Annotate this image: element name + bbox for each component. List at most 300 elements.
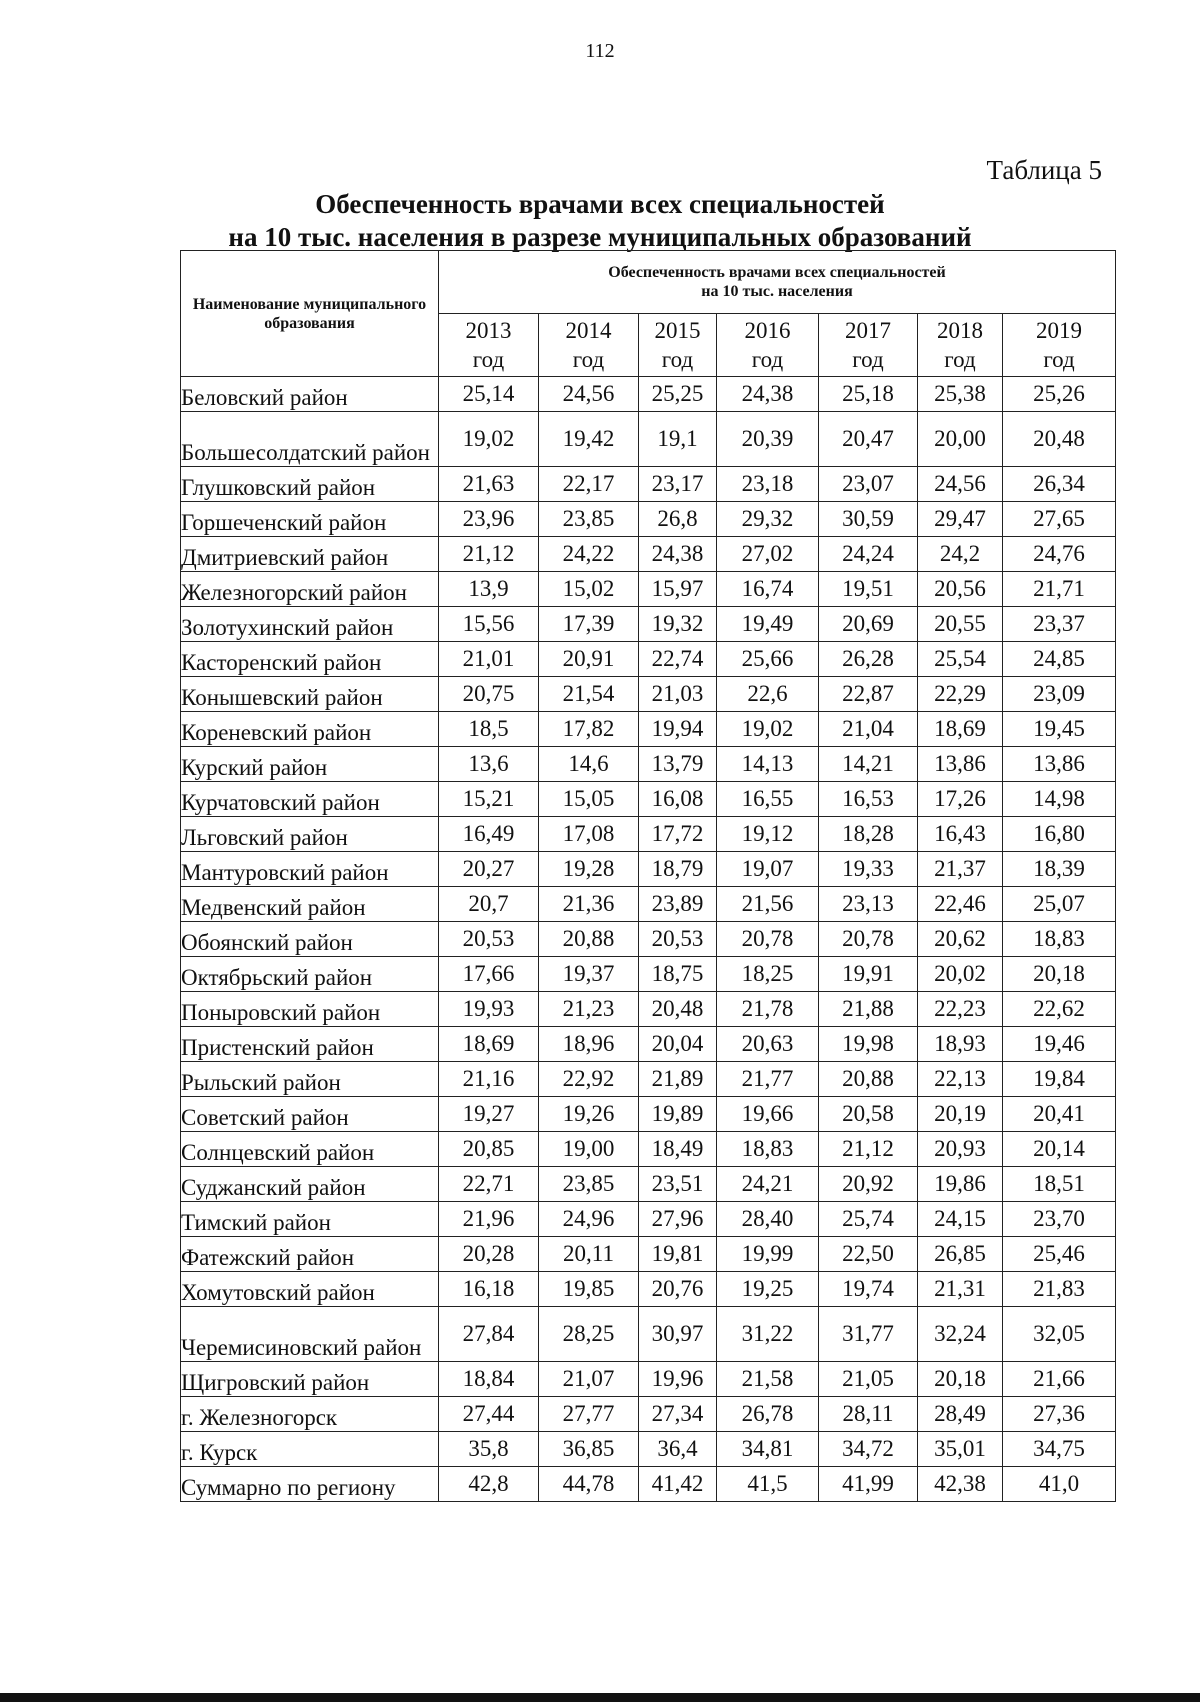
table-title — [0, 188, 1200, 254]
value-cell-2014: 21,23 — [539, 992, 639, 1027]
header-year-2015 — [639, 314, 717, 377]
value-cell-2014: 17,08 — [539, 817, 639, 852]
value-cell-2013: 20,85 — [439, 1132, 539, 1167]
value-cell-2017: 31,77 — [819, 1307, 918, 1362]
value-cell-2013: 15,56 — [439, 607, 539, 642]
value-cell-2017: 21,04 — [819, 712, 918, 747]
municipality-name: Обоянский район — [181, 922, 439, 957]
value-cell-2016: 16,74 — [717, 572, 819, 607]
value-cell-2017: 19,51 — [819, 572, 918, 607]
municipality-name: Щигровский район — [181, 1362, 439, 1397]
value-cell-2019: 41,0 — [1003, 1467, 1116, 1502]
value-cell-2018: 25,54 — [918, 642, 1003, 677]
value-cell-2018: 20,93 — [918, 1132, 1003, 1167]
value-cell-2017: 20,69 — [819, 607, 918, 642]
table-row — [181, 537, 1116, 572]
value-cell-2013: 19,93 — [439, 992, 539, 1027]
table-row — [181, 922, 1116, 957]
value-cell-2019: 32,05 — [1003, 1307, 1116, 1362]
municipality-name: г. Железногорск — [181, 1397, 439, 1432]
table-body — [181, 377, 1116, 1502]
value-cell-2018: 20,00 — [918, 412, 1003, 467]
value-cell-2014: 21,54 — [539, 677, 639, 712]
table-row — [181, 712, 1116, 747]
value-cell-2015: 21,89 — [639, 1062, 717, 1097]
municipality-name: Поныровский район — [181, 992, 439, 1027]
year-suffix: год — [572, 347, 605, 372]
table-row — [181, 412, 1116, 467]
table-row — [181, 1362, 1116, 1397]
value-cell-2017: 22,50 — [819, 1237, 918, 1272]
municipality-name: Курский район — [181, 747, 439, 782]
value-cell-2015: 26,8 — [639, 502, 717, 537]
value-cell-2019: 19,45 — [1003, 712, 1116, 747]
value-cell-2016: 20,39 — [717, 412, 819, 467]
value-cell-2014: 19,00 — [539, 1132, 639, 1167]
value-cell-2017: 16,53 — [819, 782, 918, 817]
value-cell-2015: 18,75 — [639, 957, 717, 992]
value-cell-2014: 17,39 — [539, 607, 639, 642]
municipality-name: Горшеченский район — [181, 502, 439, 537]
value-cell-2014: 28,25 — [539, 1307, 639, 1362]
scan-border-line — [0, 1693, 1200, 1702]
municipality-name: Дмитриевский район — [181, 537, 439, 572]
municipality-name: Беловский район — [181, 377, 439, 412]
municipality-name: Пристенский район — [181, 1027, 439, 1062]
value-cell-2019: 23,37 — [1003, 607, 1116, 642]
value-cell-2019: 20,18 — [1003, 957, 1116, 992]
table-row — [181, 572, 1116, 607]
value-cell-2016: 24,38 — [717, 377, 819, 412]
municipality-name: Рыльский район — [181, 1062, 439, 1097]
value-cell-2013: 23,96 — [439, 502, 539, 537]
municipality-name: Золотухинский район — [181, 607, 439, 642]
value-cell-2014: 19,28 — [539, 852, 639, 887]
value-cell-2018: 29,47 — [918, 502, 1003, 537]
municipality-name: Фатежский район — [181, 1237, 439, 1272]
table-row — [181, 1272, 1116, 1307]
value-cell-2017: 19,91 — [819, 957, 918, 992]
value-cell-2019: 20,41 — [1003, 1097, 1116, 1132]
year-value: 2018 — [937, 318, 983, 343]
table-row — [181, 782, 1116, 817]
value-cell-2013: 19,02 — [439, 412, 539, 467]
value-cell-2015: 22,74 — [639, 642, 717, 677]
value-cell-2013: 20,75 — [439, 677, 539, 712]
value-cell-2014: 24,56 — [539, 377, 639, 412]
table-row — [181, 992, 1116, 1027]
value-cell-2015: 19,96 — [639, 1362, 717, 1397]
value-cell-2015: 18,79 — [639, 852, 717, 887]
value-cell-2019: 19,84 — [1003, 1062, 1116, 1097]
value-cell-2013: 20,28 — [439, 1237, 539, 1272]
value-cell-2017: 18,28 — [819, 817, 918, 852]
value-cell-2017: 22,87 — [819, 677, 918, 712]
value-cell-2015: 17,72 — [639, 817, 717, 852]
value-cell-2018: 22,13 — [918, 1062, 1003, 1097]
value-cell-2019: 22,62 — [1003, 992, 1116, 1027]
value-cell-2019: 20,14 — [1003, 1132, 1116, 1167]
table-row — [181, 642, 1116, 677]
municipality-name: Солнцевский район — [181, 1132, 439, 1167]
value-cell-2016: 21,58 — [717, 1362, 819, 1397]
value-cell-2017: 23,13 — [819, 887, 918, 922]
table-row — [181, 747, 1116, 782]
header-name-column: Наименование муниципального образования — [181, 251, 439, 377]
value-cell-2016: 21,56 — [717, 887, 819, 922]
year-suffix: год — [944, 347, 976, 372]
value-cell-2017: 41,99 — [819, 1467, 918, 1502]
municipality-name: Касторенский район — [181, 642, 439, 677]
value-cell-2017: 19,98 — [819, 1027, 918, 1062]
value-cell-2013: 25,14 — [439, 377, 539, 412]
value-cell-2014: 20,88 — [539, 922, 639, 957]
value-cell-2015: 19,32 — [639, 607, 717, 642]
value-cell-2018: 20,56 — [918, 572, 1003, 607]
value-cell-2015: 13,79 — [639, 747, 717, 782]
municipality-name: Черемисиновский район — [181, 1307, 439, 1362]
value-cell-2014: 23,85 — [539, 1167, 639, 1202]
value-cell-2013: 21,12 — [439, 537, 539, 572]
value-cell-2014: 36,85 — [539, 1432, 639, 1467]
year-suffix: год — [472, 347, 505, 372]
table-label: Таблица 5 — [986, 155, 1102, 185]
value-cell-2015: 41,42 — [639, 1467, 717, 1502]
value-cell-2017: 20,88 — [819, 1062, 918, 1097]
municipality-name: Кореневский район — [181, 712, 439, 747]
value-cell-2018: 22,29 — [918, 677, 1003, 712]
value-cell-2015: 23,17 — [639, 467, 717, 502]
table-row — [181, 1097, 1116, 1132]
value-cell-2013: 19,27 — [439, 1097, 539, 1132]
header-group — [439, 251, 1116, 314]
table-header — [181, 251, 1116, 377]
value-cell-2018: 32,24 — [918, 1307, 1003, 1362]
value-cell-2016: 19,07 — [717, 852, 819, 887]
table-row — [181, 887, 1116, 922]
year-value: 2019 — [1036, 318, 1083, 343]
value-cell-2016: 14,13 — [717, 747, 819, 782]
value-cell-2019: 25,26 — [1003, 377, 1116, 412]
header-year-2016 — [717, 314, 819, 377]
table-row — [181, 1307, 1116, 1362]
table-row — [181, 677, 1116, 712]
value-cell-2013: 35,8 — [439, 1432, 539, 1467]
value-cell-2015: 27,96 — [639, 1202, 717, 1237]
value-cell-2017: 28,11 — [819, 1397, 918, 1432]
value-cell-2017: 23,07 — [819, 467, 918, 502]
value-cell-2014: 23,85 — [539, 502, 639, 537]
value-cell-2017: 26,28 — [819, 642, 918, 677]
doctors-provision-table — [180, 250, 1116, 1502]
value-cell-2016: 19,25 — [717, 1272, 819, 1307]
title-line-2: на 10 тыс. населения в разрезе муниципальных образований — [228, 222, 972, 252]
year-value: 2013 — [465, 318, 512, 343]
value-cell-2018: 22,23 — [918, 992, 1003, 1027]
value-cell-2016: 34,81 — [717, 1432, 819, 1467]
value-cell-2018: 18,69 — [918, 712, 1003, 747]
value-cell-2015: 23,51 — [639, 1167, 717, 1202]
value-cell-2013: 22,71 — [439, 1167, 539, 1202]
value-cell-2019: 16,80 — [1003, 817, 1116, 852]
value-cell-2019: 27,65 — [1003, 502, 1116, 537]
value-cell-2015: 25,25 — [639, 377, 717, 412]
header-year-2018 — [918, 314, 1003, 377]
value-cell-2016: 41,5 — [717, 1467, 819, 1502]
value-cell-2015: 15,97 — [639, 572, 717, 607]
value-cell-2015: 19,94 — [639, 712, 717, 747]
value-cell-2016: 28,40 — [717, 1202, 819, 1237]
value-cell-2013: 20,7 — [439, 887, 539, 922]
value-cell-2017: 21,12 — [819, 1132, 918, 1167]
table-row — [181, 1027, 1116, 1062]
value-cell-2015: 16,08 — [639, 782, 717, 817]
value-cell-2019: 20,48 — [1003, 412, 1116, 467]
value-cell-2014: 22,17 — [539, 467, 639, 502]
value-cell-2019: 23,70 — [1003, 1202, 1116, 1237]
value-cell-2017: 19,74 — [819, 1272, 918, 1307]
value-cell-2013: 13,9 — [439, 572, 539, 607]
value-cell-2019: 18,51 — [1003, 1167, 1116, 1202]
value-cell-2016: 21,77 — [717, 1062, 819, 1097]
value-cell-2015: 36,4 — [639, 1432, 717, 1467]
table-row — [181, 1237, 1116, 1272]
value-cell-2015: 20,48 — [639, 992, 717, 1027]
municipality-name: Советский район — [181, 1097, 439, 1132]
value-cell-2015: 24,38 — [639, 537, 717, 572]
table-row — [181, 607, 1116, 642]
value-cell-2014: 15,05 — [539, 782, 639, 817]
table-row — [181, 377, 1116, 412]
value-cell-2015: 18,49 — [639, 1132, 717, 1167]
value-cell-2014: 22,92 — [539, 1062, 639, 1097]
municipality-name: Конышевский район — [181, 677, 439, 712]
value-cell-2018: 20,62 — [918, 922, 1003, 957]
value-cell-2015: 23,89 — [639, 887, 717, 922]
value-cell-2017: 20,92 — [819, 1167, 918, 1202]
value-cell-2017: 30,59 — [819, 502, 918, 537]
value-cell-2018: 20,02 — [918, 957, 1003, 992]
value-cell-2014: 14,6 — [539, 747, 639, 782]
value-cell-2016: 24,21 — [717, 1167, 819, 1202]
value-cell-2018: 16,43 — [918, 817, 1003, 852]
value-cell-2019: 14,98 — [1003, 782, 1116, 817]
year-suffix: год — [751, 347, 784, 372]
value-cell-2014: 19,37 — [539, 957, 639, 992]
value-cell-2018: 20,18 — [918, 1362, 1003, 1397]
value-cell-2019: 34,75 — [1003, 1432, 1116, 1467]
value-cell-2019: 27,36 — [1003, 1397, 1116, 1432]
year-suffix: год — [661, 347, 694, 372]
value-cell-2018: 20,55 — [918, 607, 1003, 642]
table-row — [181, 852, 1116, 887]
municipality-name: Суджанский район — [181, 1167, 439, 1202]
year-suffix: год — [1043, 347, 1075, 372]
value-cell-2018: 20,19 — [918, 1097, 1003, 1132]
value-cell-2018: 35,01 — [918, 1432, 1003, 1467]
municipality-name: Железногорский район — [181, 572, 439, 607]
value-cell-2015: 19,89 — [639, 1097, 717, 1132]
value-cell-2016: 19,12 — [717, 817, 819, 852]
value-cell-2017: 20,47 — [819, 412, 918, 467]
table-row — [181, 467, 1116, 502]
value-cell-2017: 25,74 — [819, 1202, 918, 1237]
value-cell-2016: 19,66 — [717, 1097, 819, 1132]
municipality-name: Глушковский район — [181, 467, 439, 502]
value-cell-2014: 21,36 — [539, 887, 639, 922]
value-cell-2014: 24,22 — [539, 537, 639, 572]
value-cell-2014: 20,91 — [539, 642, 639, 677]
value-cell-2013: 13,6 — [439, 747, 539, 782]
value-cell-2019: 18,83 — [1003, 922, 1116, 957]
table-row — [181, 1467, 1116, 1502]
table-row — [181, 817, 1116, 852]
value-cell-2015: 20,53 — [639, 922, 717, 957]
municipality-name: Суммарно по региону — [181, 1467, 439, 1502]
title-line-1: Обеспеченность врачами всех специальностей — [315, 189, 885, 219]
value-cell-2017: 34,72 — [819, 1432, 918, 1467]
value-cell-2013: 20,53 — [439, 922, 539, 957]
value-cell-2019: 21,83 — [1003, 1272, 1116, 1307]
header-group-line-2: на 10 тыс. населения — [701, 283, 853, 300]
value-cell-2014: 18,96 — [539, 1027, 639, 1062]
header-year-2013 — [439, 314, 539, 377]
value-cell-2017: 20,78 — [819, 922, 918, 957]
header-year-2014 — [539, 314, 639, 377]
year-value: 2014 — [565, 318, 612, 343]
value-cell-2016: 16,55 — [717, 782, 819, 817]
value-cell-2017: 21,88 — [819, 992, 918, 1027]
value-cell-2013: 15,21 — [439, 782, 539, 817]
table-row — [181, 957, 1116, 992]
municipality-name: Курчатовский район — [181, 782, 439, 817]
value-cell-2016: 20,78 — [717, 922, 819, 957]
year-suffix: год — [852, 347, 884, 372]
value-cell-2018: 26,85 — [918, 1237, 1003, 1272]
value-cell-2016: 25,66 — [717, 642, 819, 677]
municipality-name: Мантуровский район — [181, 852, 439, 887]
value-cell-2016: 19,99 — [717, 1237, 819, 1272]
value-cell-2016: 19,02 — [717, 712, 819, 747]
value-cell-2018: 22,46 — [918, 887, 1003, 922]
header-year-2017 — [819, 314, 918, 377]
value-cell-2018: 42,38 — [918, 1467, 1003, 1502]
value-cell-2019: 18,39 — [1003, 852, 1116, 887]
value-cell-2018: 28,49 — [918, 1397, 1003, 1432]
value-cell-2017: 24,24 — [819, 537, 918, 572]
value-cell-2019: 23,09 — [1003, 677, 1116, 712]
value-cell-2019: 24,85 — [1003, 642, 1116, 677]
value-cell-2015: 20,76 — [639, 1272, 717, 1307]
value-cell-2018: 19,86 — [918, 1167, 1003, 1202]
value-cell-2013: 18,84 — [439, 1362, 539, 1397]
value-cell-2016: 18,83 — [717, 1132, 819, 1167]
value-cell-2016: 18,25 — [717, 957, 819, 992]
value-cell-2019: 19,46 — [1003, 1027, 1116, 1062]
municipality-name: г. Курск — [181, 1432, 439, 1467]
value-cell-2018: 24,15 — [918, 1202, 1003, 1237]
value-cell-2016: 23,18 — [717, 467, 819, 502]
year-value: 2017 — [845, 318, 891, 343]
value-cell-2018: 13,86 — [918, 747, 1003, 782]
municipality-name: Тимский район — [181, 1202, 439, 1237]
value-cell-2014: 21,07 — [539, 1362, 639, 1397]
table-row — [181, 502, 1116, 537]
year-value: 2016 — [744, 318, 791, 343]
table-row — [181, 1432, 1116, 1467]
value-cell-2017: 14,21 — [819, 747, 918, 782]
value-cell-2019: 25,07 — [1003, 887, 1116, 922]
page-number: 112 — [585, 40, 615, 62]
value-cell-2019: 24,76 — [1003, 537, 1116, 572]
value-cell-2015: 19,1 — [639, 412, 717, 467]
value-cell-2013: 27,84 — [439, 1307, 539, 1362]
value-cell-2013: 18,69 — [439, 1027, 539, 1062]
value-cell-2014: 27,77 — [539, 1397, 639, 1432]
value-cell-2014: 15,02 — [539, 572, 639, 607]
value-cell-2013: 27,44 — [439, 1397, 539, 1432]
value-cell-2014: 17,82 — [539, 712, 639, 747]
value-cell-2013: 16,18 — [439, 1272, 539, 1307]
value-cell-2017: 20,58 — [819, 1097, 918, 1132]
value-cell-2013: 18,5 — [439, 712, 539, 747]
value-cell-2014: 19,26 — [539, 1097, 639, 1132]
value-cell-2014: 19,85 — [539, 1272, 639, 1307]
value-cell-2015: 30,97 — [639, 1307, 717, 1362]
value-cell-2018: 18,93 — [918, 1027, 1003, 1062]
value-cell-2019: 13,86 — [1003, 747, 1116, 782]
value-cell-2014: 24,96 — [539, 1202, 639, 1237]
municipality-name: Медвенский район — [181, 887, 439, 922]
value-cell-2017: 21,05 — [819, 1362, 918, 1397]
value-cell-2019: 26,34 — [1003, 467, 1116, 502]
municipality-name: Октябрьский район — [181, 957, 439, 992]
value-cell-2016: 19,49 — [717, 607, 819, 642]
value-cell-2013: 21,63 — [439, 467, 539, 502]
value-cell-2018: 17,26 — [918, 782, 1003, 817]
value-cell-2013: 21,01 — [439, 642, 539, 677]
value-cell-2016: 22,6 — [717, 677, 819, 712]
value-cell-2016: 21,78 — [717, 992, 819, 1027]
value-cell-2015: 21,03 — [639, 677, 717, 712]
value-cell-2014: 19,42 — [539, 412, 639, 467]
value-cell-2018: 24,56 — [918, 467, 1003, 502]
header-year-2019 — [1003, 314, 1116, 377]
municipality-name: Льговский район — [181, 817, 439, 852]
value-cell-2013: 21,96 — [439, 1202, 539, 1237]
value-cell-2017: 25,18 — [819, 377, 918, 412]
value-cell-2016: 26,78 — [717, 1397, 819, 1432]
value-cell-2016: 20,63 — [717, 1027, 819, 1062]
value-cell-2015: 27,34 — [639, 1397, 717, 1432]
value-cell-2019: 21,71 — [1003, 572, 1116, 607]
value-cell-2019: 21,66 — [1003, 1362, 1116, 1397]
value-cell-2015: 20,04 — [639, 1027, 717, 1062]
value-cell-2018: 24,2 — [918, 537, 1003, 572]
value-cell-2016: 27,02 — [717, 537, 819, 572]
value-cell-2018: 25,38 — [918, 377, 1003, 412]
table-row — [181, 1397, 1116, 1432]
value-cell-2013: 20,27 — [439, 852, 539, 887]
municipality-name: Большесолдатский район — [181, 412, 439, 467]
value-cell-2013: 17,66 — [439, 957, 539, 992]
table-row — [181, 1062, 1116, 1097]
value-cell-2018: 21,31 — [918, 1272, 1003, 1307]
value-cell-2014: 44,78 — [539, 1467, 639, 1502]
table-row — [181, 1202, 1116, 1237]
municipality-name: Хомутовский район — [181, 1272, 439, 1307]
value-cell-2018: 21,37 — [918, 852, 1003, 887]
